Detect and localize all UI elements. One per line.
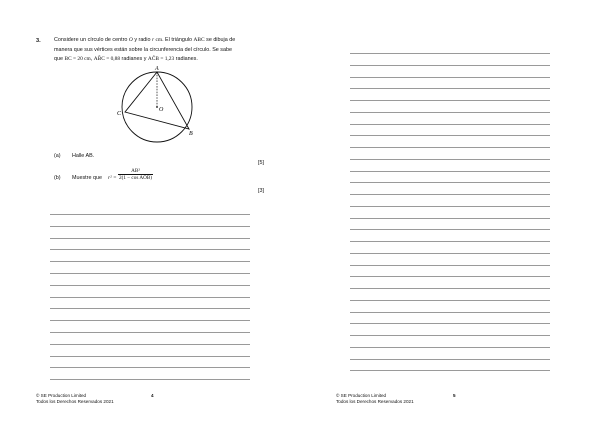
part-b-fraction [118,168,153,181]
answer-line [50,297,250,298]
answer-line [50,356,250,357]
answer-line [350,147,550,148]
copyright-text: © SE Production Limited [36,393,87,398]
answer-line [350,88,550,89]
answer-line [350,112,550,113]
unit-cm: cm [154,37,163,43]
radius-symbol: r [152,37,155,43]
right-page [300,0,600,424]
answer-line [50,367,250,368]
question-text-part: radianes. [174,56,198,63]
page-number: 5 [453,393,456,398]
answer-line [50,238,250,239]
question-text-part: y radio [132,37,153,43]
answer-line [350,312,550,313]
answer-line [350,370,550,371]
center-point [156,106,158,108]
question-text-part: radianes y [120,56,148,63]
answer-line [350,347,550,348]
fraction-denominator: 2(1 − cos AÔB) [119,175,153,181]
answer-line [350,171,550,172]
question-text [54,36,274,65]
question-text-part: se dibuja de [204,37,236,43]
answer-line [50,308,250,309]
answer-line [50,273,250,274]
question-number: 3. [36,38,41,44]
answer-line [350,288,550,289]
page-number: 4 [151,393,154,398]
part-a-text: Halle AB. [72,153,95,159]
answer-line [350,265,550,266]
footer [336,393,414,406]
rights-text: Todos los Derechos Reservados 2021 [336,399,414,405]
copyright-text: © SE Production Limited [336,393,387,398]
circle-triangle-diagram [112,64,202,144]
answer-line [350,100,550,101]
part-b-marks: [3] [258,188,264,194]
bc-length: BC = 20 cm [64,56,91,63]
question-text-part: , [90,56,94,63]
label-b: B [189,131,193,137]
answer-line [350,241,550,242]
rights-text: Todos los Derechos Reservados 2021 [36,399,114,405]
part-b-lhs-text: r² = [108,175,117,181]
answer-line [50,261,250,262]
answer-line [50,214,250,215]
answer-line [350,182,550,183]
answer-line [50,332,250,333]
answer-line [50,249,250,250]
angle-abc: AB̂C = 0,88 [93,56,121,63]
fraction-numerator: AB² [118,168,153,175]
answer-line [350,359,550,360]
answer-line [350,218,550,219]
answer-line [350,206,550,207]
triangle-name: ABC [193,37,205,43]
answer-line [350,253,550,254]
part-a-label: (a) [54,153,61,159]
answer-line [350,323,550,324]
answer-line [350,276,550,277]
question-text-part: Considere un círculo de centro [54,37,129,43]
answer-line [350,229,550,230]
part-a-marks: [5] [258,160,264,166]
footer [36,393,114,406]
question-text-line2: manera que sus vértices están sobre la circunferencia del círculo. Se sabe [54,46,232,53]
answer-line [50,379,250,380]
answer-line [50,285,250,286]
label-c: C [117,111,122,117]
label-o: O [159,107,164,113]
question-text-part: que [54,56,65,63]
answer-line [350,77,550,78]
center-symbol: O [128,37,133,43]
answer-line [350,135,550,136]
answer-line [350,159,550,160]
answer-line [350,300,550,301]
label-a: A [155,66,159,72]
part-b-lhs [108,175,117,181]
answer-line [350,194,550,195]
part-b-text: Muestre que [72,175,102,181]
answer-line [350,335,550,336]
answer-line [50,344,250,345]
part-b-label: (b) [54,175,61,181]
answer-line [350,53,550,54]
answer-line [50,320,250,321]
angle-acb: AĈB = 1,23 [147,56,175,63]
answer-line [350,124,550,125]
answer-line [50,226,250,227]
question-text-part: . El triángulo [162,37,194,43]
answer-line [350,65,550,66]
